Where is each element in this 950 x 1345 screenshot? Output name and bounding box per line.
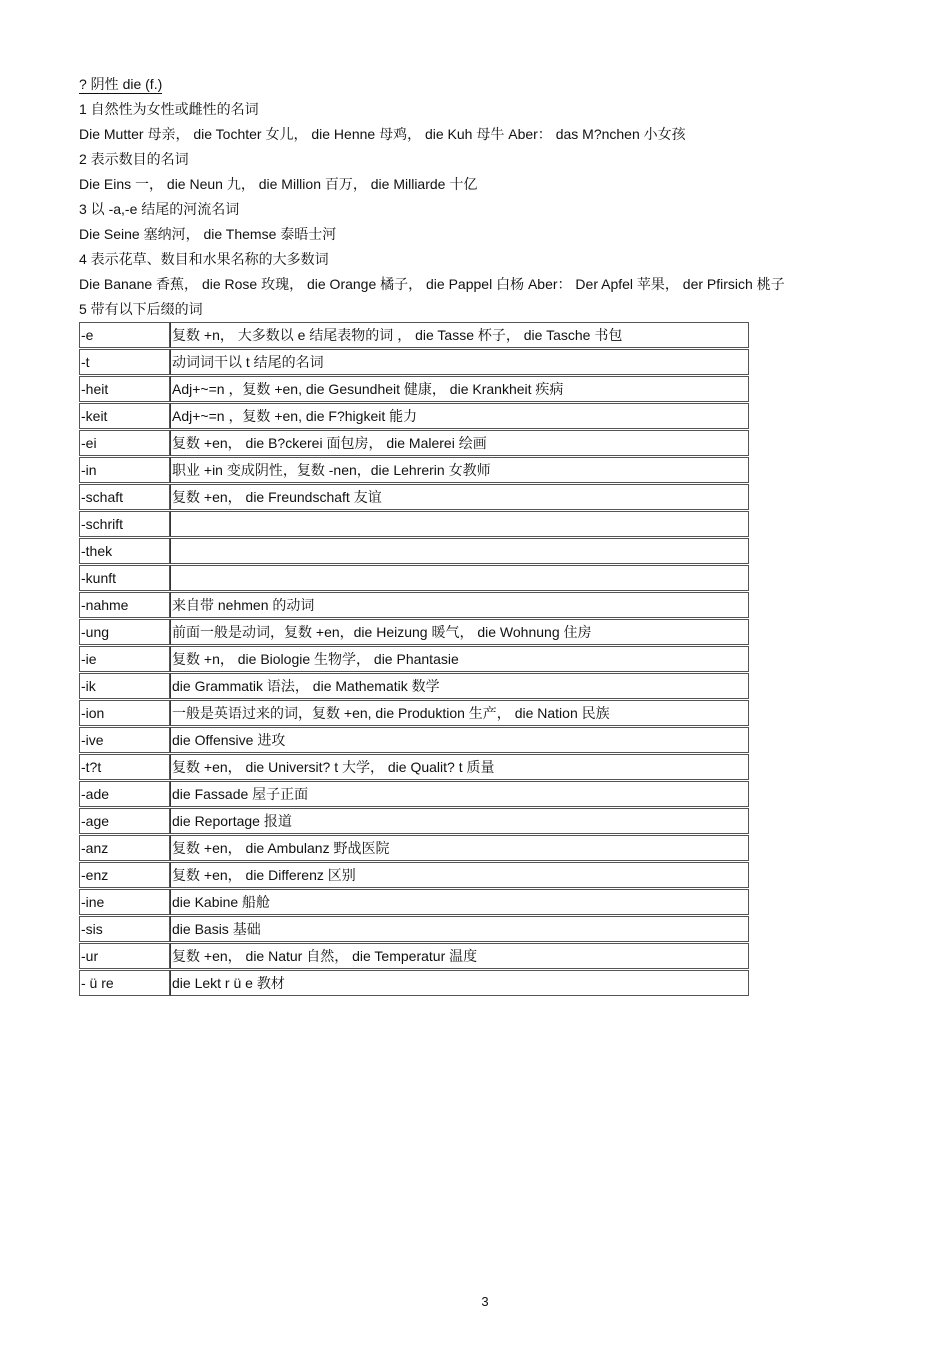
table-row (79, 565, 749, 591)
description-cell: die Grammatik 语法， die Mathematik 数学 (170, 673, 749, 699)
table-row (79, 889, 749, 915)
table-row (79, 511, 749, 537)
rule-1-examples: Die Mutter 母亲， die Tochter 女儿， die Henne 母鸡， die Kuh 母牛 Aber： das M?nchen 小女孩 (79, 126, 686, 142)
suffix-cell: - ü re (79, 970, 170, 996)
table-row (79, 322, 749, 348)
suffix-cell: -enz (79, 862, 170, 888)
text-block (79, 74, 939, 324)
table-row (79, 349, 749, 375)
table-row (79, 457, 749, 483)
section-heading: ? 阴性 die (f.) (79, 76, 163, 92)
table-row (79, 673, 749, 699)
description-cell: 一般是英语过来的词，复数 +en, die Produktion 生产， die Nation 民族 (170, 700, 749, 726)
suffix-cell: -ion (79, 700, 170, 726)
suffix-cell: -e (79, 322, 170, 348)
description-cell: Adj+~=n ，复数 +en, die Gesundheit 健康， die Krankheit 疾病 (170, 376, 749, 402)
suffix-cell: -ade (79, 781, 170, 807)
table-row (79, 943, 749, 969)
suffix-cell: -ik (79, 673, 170, 699)
description-cell: die Reportage 报道 (170, 808, 749, 834)
rule-3-examples: Die Seine 塞纳河， die Themse 泰晤士河 (79, 226, 337, 242)
description-cell: Adj+~=n ，复数 +en, die F?higkeit 能力 (170, 403, 749, 429)
description-cell: 职业 +in 变成阴性，复数 -nen，die Lehrerin 女教师 (170, 457, 749, 483)
suffix-cell: -ine (79, 889, 170, 915)
description-cell (170, 511, 749, 537)
rule-5-heading: 5 带有以下后缀的词 (79, 301, 203, 317)
description-cell: 复数 +en， die Ambulanz 野战医院 (170, 835, 749, 861)
suffix-cell: -keit (79, 403, 170, 429)
description-cell: die Lekt r ü e 教材 (170, 970, 749, 996)
suffix-cell: -t?t (79, 754, 170, 780)
description-cell: 复数 +n， 大多数以 e 结尾表物的词 ， die Tasse 杯子， die Tasche 书包 (170, 322, 749, 348)
page-number: 3 (481, 1294, 489, 1309)
description-cell: 复数 +en， die B?ckerei 面包房， die Malerei 绘画 (170, 430, 749, 456)
table-row (79, 619, 749, 645)
suffix-cell: -schrift (79, 511, 170, 537)
description-cell: die Basis 基础 (170, 916, 749, 942)
description-cell: 复数 +en， die Differenz 区别 (170, 862, 749, 888)
description-cell: 复数 +n， die Biologie 生物学， die Phantasie (170, 646, 749, 672)
suffix-table (79, 321, 749, 997)
table-row (79, 916, 749, 942)
description-cell: die Offensive 进攻 (170, 727, 749, 753)
suffix-table-body (79, 322, 749, 996)
table-row (79, 700, 749, 726)
description-cell: 来自带 nehmen 的动词 (170, 592, 749, 618)
table-row (79, 484, 749, 510)
table-row (79, 376, 749, 402)
rule-2-heading: 2 表示数目的名词 (79, 151, 189, 167)
table-row (79, 592, 749, 618)
suffix-cell: -schaft (79, 484, 170, 510)
suffix-cell: -ung (79, 619, 170, 645)
description-cell (170, 565, 749, 591)
description-cell: die Fassade 屋子正面 (170, 781, 749, 807)
suffix-cell: -ur (79, 943, 170, 969)
table-row (79, 808, 749, 834)
description-cell: 复数 +en， die Universit? t 大学， die Qualit? t 质量 (170, 754, 749, 780)
table-row (79, 538, 749, 564)
suffix-cell: -sis (79, 916, 170, 942)
rule-1-heading: 1 自然性为女性或雌性的名词 (79, 101, 259, 117)
table-row (79, 835, 749, 861)
table-row (79, 970, 749, 996)
table-row (79, 403, 749, 429)
suffix-cell: -t (79, 349, 170, 375)
rule-3-heading: 3 以 -a,-e 结尾的河流名词 (79, 201, 240, 217)
description-cell: die Kabine 船舱 (170, 889, 749, 915)
description-cell: 前面一般是动词，复数 +en，die Heizung 暖气， die Wohnung 住房 (170, 619, 749, 645)
suffix-cell: -anz (79, 835, 170, 861)
rule-4-examples: Die Banane 香蕉， die Rose 玫瑰， die Orange 橘子， die Pappel 白杨 Aber： Der Apfel 苹果， der Pfirsich 桃子 (79, 276, 785, 292)
suffix-cell: -thek (79, 538, 170, 564)
suffix-cell: -nahme (79, 592, 170, 618)
rule-2-examples: Die Eins 一， die Neun 九， die Million 百万， die Milliarde 十亿 (79, 176, 478, 192)
suffix-cell: -kunft (79, 565, 170, 591)
table-row (79, 754, 749, 780)
table-row (79, 646, 749, 672)
description-cell: 复数 +en， die Freundschaft 友谊 (170, 484, 749, 510)
description-cell (170, 538, 749, 564)
suffix-cell: -ie (79, 646, 170, 672)
table-row (79, 781, 749, 807)
description-cell: 复数 +en， die Natur 自然， die Temperatur 温度 (170, 943, 749, 969)
rule-4-heading: 4 表示花草、数目和水果名称的大多数词 (79, 251, 329, 267)
suffix-cell: -in (79, 457, 170, 483)
suffix-cell: -ei (79, 430, 170, 456)
table-row (79, 430, 749, 456)
suffix-cell: -age (79, 808, 170, 834)
description-cell: 动词词干以 t 结尾的名词 (170, 349, 749, 375)
suffix-cell: -heit (79, 376, 170, 402)
table-row (79, 862, 749, 888)
suffix-cell: -ive (79, 727, 170, 753)
table-row (79, 727, 749, 753)
